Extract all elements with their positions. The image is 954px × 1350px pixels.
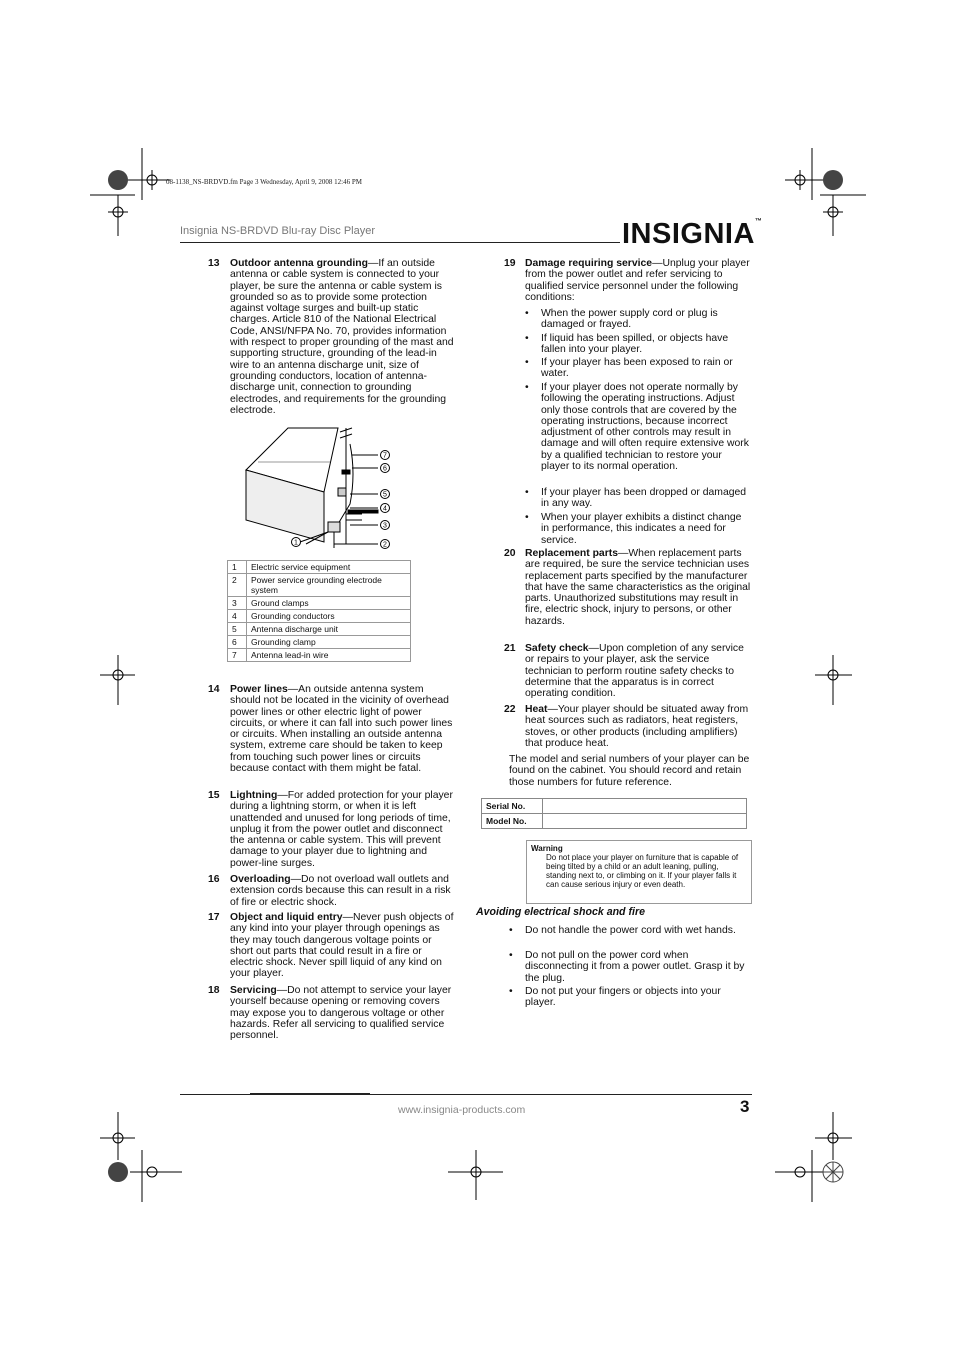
legend-row <box>228 623 411 636</box>
item-heading: Outdoor antenna grounding <box>230 258 368 269</box>
insignia-logo <box>622 218 762 251</box>
item-heading: Object and liquid entry <box>230 912 343 923</box>
legend-row <box>228 636 411 649</box>
serial-value-field[interactable] <box>543 799 747 814</box>
bullet-text: If your player has been exposed to rain or water. <box>541 357 733 380</box>
legend-number: 6 <box>228 636 247 649</box>
item-text: —An outside antenna system should not be located in the vicinity of overhead power lines or other electric light of power circuits, or where it can fall into such power lines or circuits. When installing an outside antenna system, extreme care should be taken to keep from touching such power lines or circuits because contact with them might be fatal. <box>230 684 453 775</box>
item-text: —For added protection for your player during a lightning storm, or when it is left unattended and unused for long periods of time, unplug it from the power outlet and disconnect the antenna or cable system. This will prevent damage to your player due to lightning and power-line surges. <box>230 790 453 869</box>
legend-number: 5 <box>228 623 247 636</box>
warning-title: Warning <box>531 844 563 853</box>
serial-model-table <box>481 798 747 829</box>
bullet-text: If liquid has been spilled, or objects have fallen into your player. <box>541 333 729 356</box>
item-text: —Your player should be situated away from heat sources such as radiators, heat registers, stoves, or other products (including amplifiers) that produce heat. <box>525 704 749 749</box>
callout-3: 3 <box>383 522 387 530</box>
model-row <box>482 814 747 829</box>
legend-number: 7 <box>228 649 247 662</box>
warning-box <box>526 840 752 904</box>
callout-2: 2 <box>383 541 387 549</box>
item-text: —If an outside antenna or cable system is connected to your player, be sure the antenna or cable system is grounded so as to provide some protection against voltage surges and built-up static charges. Article 810 of the National Electrical Code, ANSI/NFPA No. 70, provides information with respect to proper grounding of the mast and supporting structure, grounding of the lead-in wire to an antenna discharge unit, size of grounding conductors, location of antenna-discharge unit, connection to grounding electrodes, and requirements for the grounding electrode. <box>230 258 454 416</box>
item-number: 19 <box>504 258 516 269</box>
footer-url: www.insignia-products.com <box>398 1104 526 1116</box>
item-number: 15 <box>208 790 220 801</box>
item-heading: Power lines <box>230 684 288 695</box>
legend-label: Power service grounding electrode system <box>247 574 411 597</box>
legend-label: Antenna lead-in wire <box>247 649 411 662</box>
section-heading-shock: Avoiding electrical shock and fire <box>476 906 645 918</box>
header-title: Insignia NS-BRDVD Blu-ray Disc Player <box>180 225 375 237</box>
item-text: —Do not overload wall outlets and extension cords because this can result in a risk of fire or electric shock. <box>230 874 451 908</box>
footer-rule-accent <box>250 1093 370 1095</box>
legend-number: 2 <box>228 574 247 597</box>
print-slug: 08-1138_NS-BRDVD.fm Page 3 Wednesday, April 9, 2008 12:46 PM <box>166 178 362 186</box>
item-text: —Never push objects of any kind into your player through openings as they may touch dangerous voltage points or short out parts that could result in a fire or electric shock. Never spill liquid of any kind on your player. <box>230 912 454 980</box>
bullet-text: Do not handle the power cord with wet hands. <box>525 925 736 936</box>
logo-trademark: ™ <box>754 218 763 225</box>
callout-4: 4 <box>383 505 387 513</box>
legend-row <box>228 610 411 623</box>
header-rule <box>180 242 620 243</box>
item-number: 13 <box>208 258 220 269</box>
bullet-text: Do not pull on the power cord when disconnecting it from a power outlet. Grasp it by the plug. <box>525 950 745 984</box>
item-number: 17 <box>208 912 220 923</box>
model-serial-note: The model and serial numbers of your player can be found on the cabinet. You should record and retain those numbers for future reference. <box>509 754 750 788</box>
item-number: 22 <box>504 704 516 715</box>
bullet-text: If your player has been dropped or damaged in any way. <box>541 487 747 510</box>
legend-row <box>228 649 411 662</box>
serial-row <box>482 799 747 814</box>
bullet-text: Do not put your fingers or objects into your player. <box>525 986 721 1009</box>
item-heading: Lightning <box>230 790 278 801</box>
item-number: 21 <box>504 643 516 654</box>
warning-text: Do not place your player on furniture that is capable of being tilted by a child or an adult leaning, pulling, standing next to, or climbing on it. If your player falls it can cause serious injury or even death. <box>546 853 739 889</box>
legend-number: 3 <box>228 597 247 610</box>
item-heading: Safety check <box>525 643 589 654</box>
item-text: —Unplug your player from the power outlet and refer servicing to qualified service personnel under the following conditions: <box>525 258 750 303</box>
legend-row <box>228 574 411 597</box>
item-text: —Do not attempt to service your layer yourself because opening or removing covers may expose you to dangerous voltage or other hazards. Refer all servicing to qualified service personnel. <box>230 985 452 1042</box>
serial-label: Serial No. <box>482 799 543 814</box>
legend-label: Grounding conductors <box>247 610 411 623</box>
callout-7: 7 <box>383 452 387 460</box>
legend-label: Electric service equipment <box>247 561 411 574</box>
diagram-legend-table <box>227 560 411 662</box>
item-number: 16 <box>208 874 220 885</box>
callout-5: 5 <box>383 491 387 499</box>
legend-label: Ground clamps <box>247 597 411 610</box>
model-label: Model No. <box>482 814 543 829</box>
item-text: —Upon completion of any service or repairs to your player, ask the service technician to perform routine safety checks to determine that the apparatus is in correct operating condition. <box>525 643 744 700</box>
legend-row <box>228 561 411 574</box>
item-number: 14 <box>208 684 220 695</box>
logo-text: INSIGNIA <box>622 218 755 250</box>
legend-label: Antenna discharge unit <box>247 623 411 636</box>
antenna-grounding-diagram <box>238 424 398 554</box>
item-number: 18 <box>208 985 220 996</box>
bullet-text: When the power supply cord or plug is damaged or frayed. <box>541 308 718 331</box>
model-value-field[interactable] <box>543 814 747 829</box>
bullet-text: When your player exhibits a distinct change in performance, this indicates a need for service. <box>541 512 742 546</box>
item-heading: Heat <box>525 704 548 715</box>
bullet-text: If your player does not operate normally by following the operating instructions. Adjust only those controls that are covered by the operating instructions, because incorrect adjustment of other controls may result in damage and will often require extensive work by a qualified technician to restore your player to its normal operation. <box>541 382 749 473</box>
legend-label: Grounding clamp <box>247 636 411 649</box>
legend-row <box>228 597 411 610</box>
item-number: 20 <box>504 548 516 559</box>
legend-number: 4 <box>228 610 247 623</box>
item-heading: Servicing <box>230 985 277 996</box>
item-text: —When replacement parts are required, be sure the service technician uses replacement parts specified by the manufacturer that have the same characteristics as the original parts. Unauthorized substitutions may result in fire, electric shock, injury to persons, or other hazards. <box>525 548 751 627</box>
item-heading: Replacement parts <box>525 548 618 559</box>
item-heading: Damage requiring service <box>525 258 653 269</box>
callout-1: 1 <box>294 539 298 547</box>
page-number: 3 <box>740 1097 750 1116</box>
item-heading: Overloading <box>230 874 291 885</box>
callout-6: 6 <box>383 465 387 473</box>
legend-number: 1 <box>228 561 247 574</box>
